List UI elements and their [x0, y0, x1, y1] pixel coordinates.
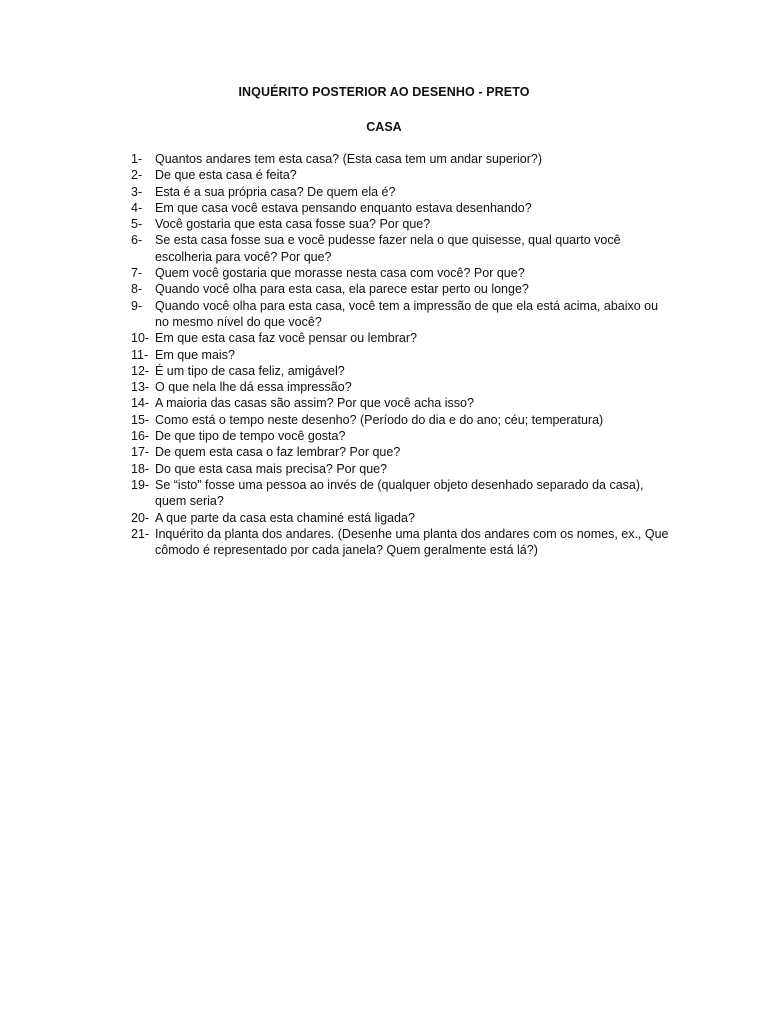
- question-list: [131, 151, 671, 558]
- question-text: Em que casa você estava pensando enquanto estava desenhando?: [155, 200, 532, 215]
- question-number: 7-: [131, 266, 143, 281]
- question-text: Se esta casa fosse sua e você pudesse fazer nela o que quisesse, qual quarto você escolheria para você? Por que?: [155, 233, 621, 264]
- question-item: [131, 395, 671, 411]
- question-number: 5-: [131, 217, 143, 232]
- question-text: O que nela lhe dá essa impressão?: [155, 380, 352, 395]
- question-text: A maioria das casas são assim? Por que você acha isso?: [155, 396, 474, 411]
- question-text: De quem esta casa o faz lembrar? Por que?: [155, 445, 401, 460]
- question-item: [131, 444, 671, 460]
- question-text: Quantos andares tem esta casa? (Esta casa tem um andar superior?): [155, 152, 542, 166]
- question-number: 2-: [131, 168, 143, 183]
- question-text: Do que esta casa mais precisa? Por que?: [155, 461, 388, 476]
- question-text: Esta é a sua própria casa? De quem ela é?: [155, 184, 396, 199]
- question-item: [131, 412, 671, 428]
- question-text: Inquérito da planta dos andares. (Desenhe uma planta dos andares com os nomes, ex., Que cômodo é representado por cada janela? Quem geralmente está lá?): [155, 526, 669, 558]
- question-number: 1-: [131, 152, 143, 166]
- question-item: [131, 281, 671, 297]
- question-item: [131, 347, 671, 363]
- question-item: [131, 330, 671, 346]
- question-number: 4-: [131, 200, 143, 215]
- question-text: De que esta casa é feita?: [155, 168, 297, 183]
- question-number: 14-: [131, 396, 150, 411]
- question-item: [131, 265, 671, 281]
- question-number: 10-: [131, 331, 150, 346]
- question-item: [131, 461, 671, 477]
- question-number: 20-: [131, 510, 150, 525]
- question-text: Quando você olha para esta casa, ela parece estar perto ou longe?: [155, 282, 529, 297]
- document-title: INQUÉRITO POSTERIOR AO DESENHO - PRETO: [238, 85, 530, 99]
- question-number: 15-: [131, 412, 150, 427]
- question-number: 11-: [131, 347, 149, 362]
- question-text: Você gostaria que esta casa fosse sua? Por que?: [155, 217, 431, 232]
- question-number: 17-: [131, 445, 150, 460]
- question-item: [131, 232, 671, 265]
- question-text: Em que mais?: [155, 347, 235, 362]
- question-number: 3-: [131, 184, 143, 199]
- question-number: 9-: [131, 298, 143, 313]
- question-item: [131, 151, 671, 167]
- question-number: 13-: [131, 380, 150, 395]
- question-number: 16-: [131, 429, 150, 444]
- question-item: [131, 428, 671, 444]
- question-text: Se “isto” fosse uma pessoa ao invés de (qualquer objeto desenhado separado da casa), quem seria?: [155, 477, 644, 509]
- question-item: [131, 510, 671, 526]
- question-text: De que tipo de tempo você gosta?: [155, 429, 346, 444]
- question-item: [131, 200, 671, 216]
- question-text: Em que esta casa faz você pensar ou lembrar?: [155, 331, 417, 346]
- question-item: [131, 379, 671, 395]
- question-number: 19-: [131, 477, 150, 492]
- question-item: [131, 216, 671, 232]
- question-number: 21-: [131, 526, 150, 541]
- question-text: Quando você olha para esta casa, você tem a impressão de que ela está acima, abaixo ou no mesmo nível do que você?: [155, 298, 659, 329]
- question-item: [131, 184, 671, 200]
- question-item: [131, 526, 671, 559]
- question-number: 6-: [131, 233, 143, 248]
- question-item: [131, 167, 671, 183]
- question-item: [131, 477, 671, 510]
- question-item: [131, 298, 671, 331]
- question-text: A que parte da casa esta chaminé está ligada?: [155, 510, 415, 525]
- question-text: Quem você gostaria que morasse nesta casa com você? Por que?: [155, 266, 525, 281]
- document-subtitle: CASA: [366, 120, 402, 134]
- question-text: É um tipo de casa feliz, amigável?: [155, 363, 345, 378]
- question-item: [131, 363, 671, 379]
- question-number: 12-: [131, 363, 150, 378]
- question-number: 8-: [131, 282, 143, 297]
- question-text: Como está o tempo neste desenho? (Período do dia e do ano; céu; temperatura): [155, 412, 604, 427]
- question-number: 18-: [131, 461, 150, 476]
